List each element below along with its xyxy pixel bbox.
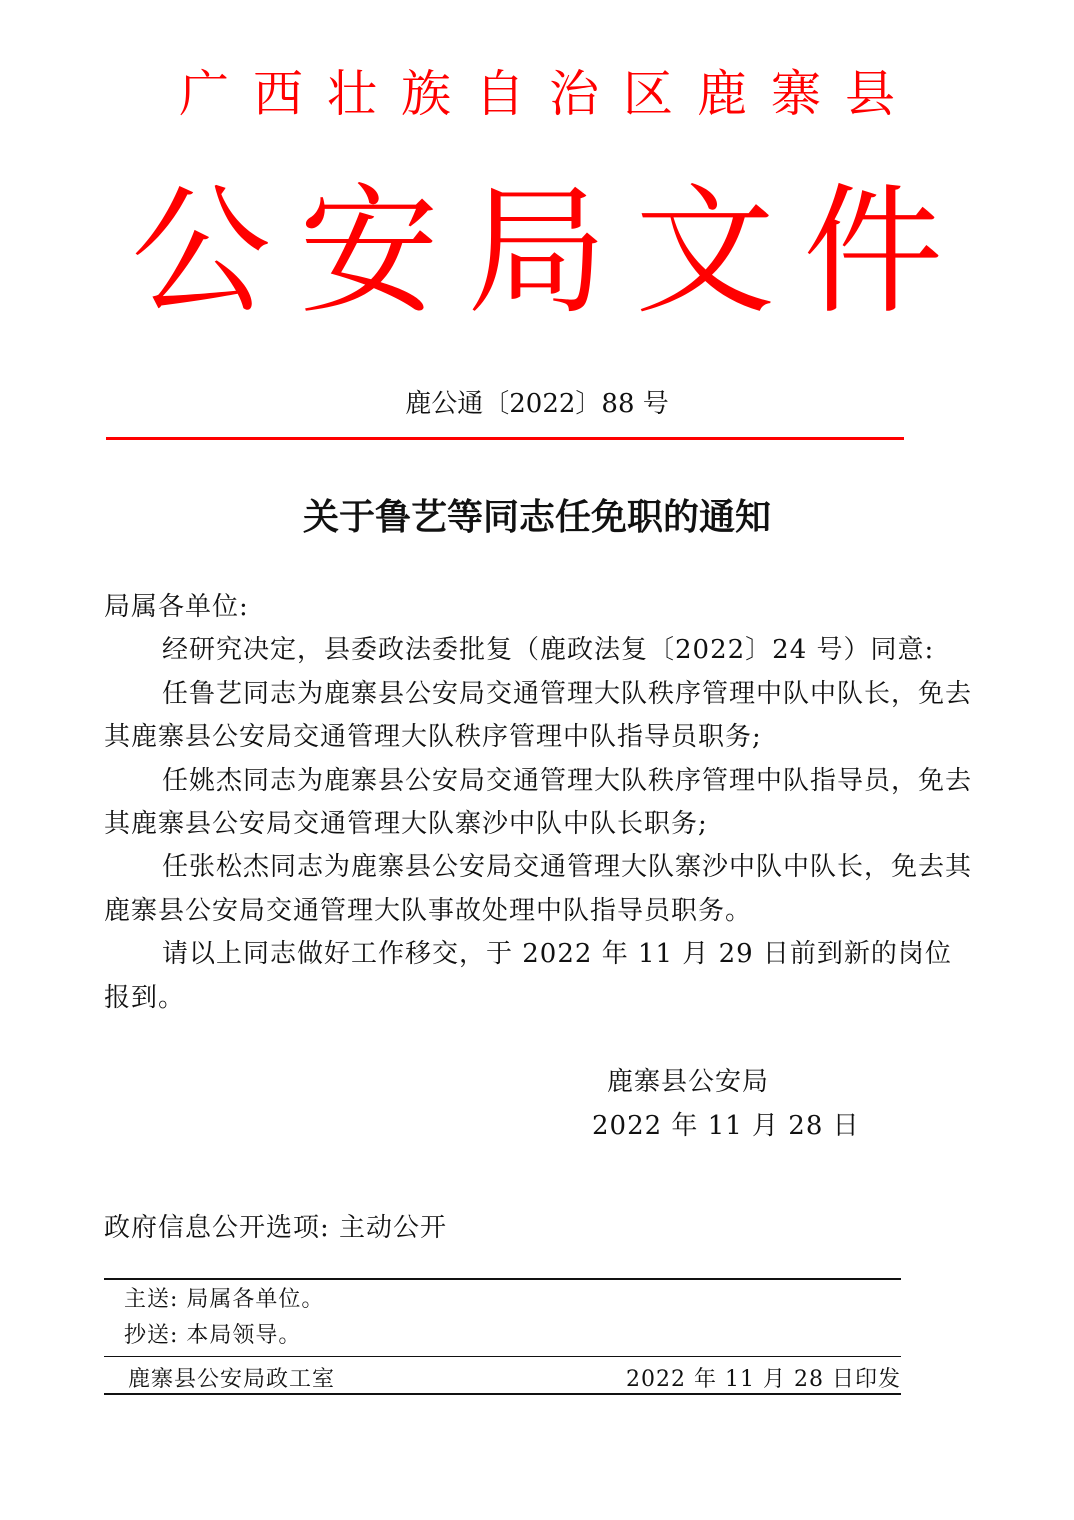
- red-separator-rule: [106, 437, 904, 440]
- signature-organization: 鹿寨县公安局: [607, 1067, 770, 1097]
- body-paragraph: 任张松杰同志为鹿寨县公安局交通管理大队寨沙中队中队长，免去其鹿寨县公安局交通管理大队事故处理中队指导员职务。: [104, 852, 973, 926]
- distribution-middle-rule: [104, 1356, 901, 1357]
- issuing-office: 鹿寨县公安局政工室: [128, 1367, 336, 1392]
- main-recipients: 主送: 局属各单位。: [124, 1287, 325, 1312]
- salutation: 局属各单位:: [104, 592, 249, 622]
- issuer-line: 广西壮族自治区鹿寨县: [179, 65, 919, 123]
- body-paragraph: 经研究决定，县委政法委批复（鹿政法复〔2022〕24 号）同意:: [162, 635, 935, 666]
- signature-date: 2022 年 11 月 28 日: [592, 1111, 860, 1141]
- notice-body: [104, 586, 974, 1020]
- body-paragraph: 请以上同志做好工作移交，于 2022 年 11 月 29 日前到新的岗位报到。: [104, 939, 952, 1013]
- document-number: 鹿公通〔2022〕88 号: [405, 389, 669, 419]
- body-paragraph: 任姚杰同志为鹿寨县公安局交通管理大队秩序管理中队指导员，免去其鹿寨县公安局交通管理大队寨沙中队中队长职务;: [104, 765, 973, 840]
- document-type-heading: 公安局文件: [130, 171, 971, 334]
- distribution-top-rule: [104, 1278, 901, 1280]
- cc-recipients: 抄送: 本局领导。: [124, 1323, 302, 1348]
- print-date: 2022 年 11 月 28 日印发: [626, 1367, 901, 1392]
- body-paragraph: 任鲁艺同志为鹿寨县公安局交通管理大队秩序管理中队中队长，免去其鹿寨县公安局交通管理大队秩序管理中队指导员职务;: [104, 678, 973, 753]
- notice-title: 关于鲁艺等同志任免职的通知: [302, 496, 771, 538]
- disclosure-option: 政府信息公开选项: 主动公开: [104, 1213, 448, 1243]
- distribution-bottom-rule: [104, 1393, 901, 1395]
